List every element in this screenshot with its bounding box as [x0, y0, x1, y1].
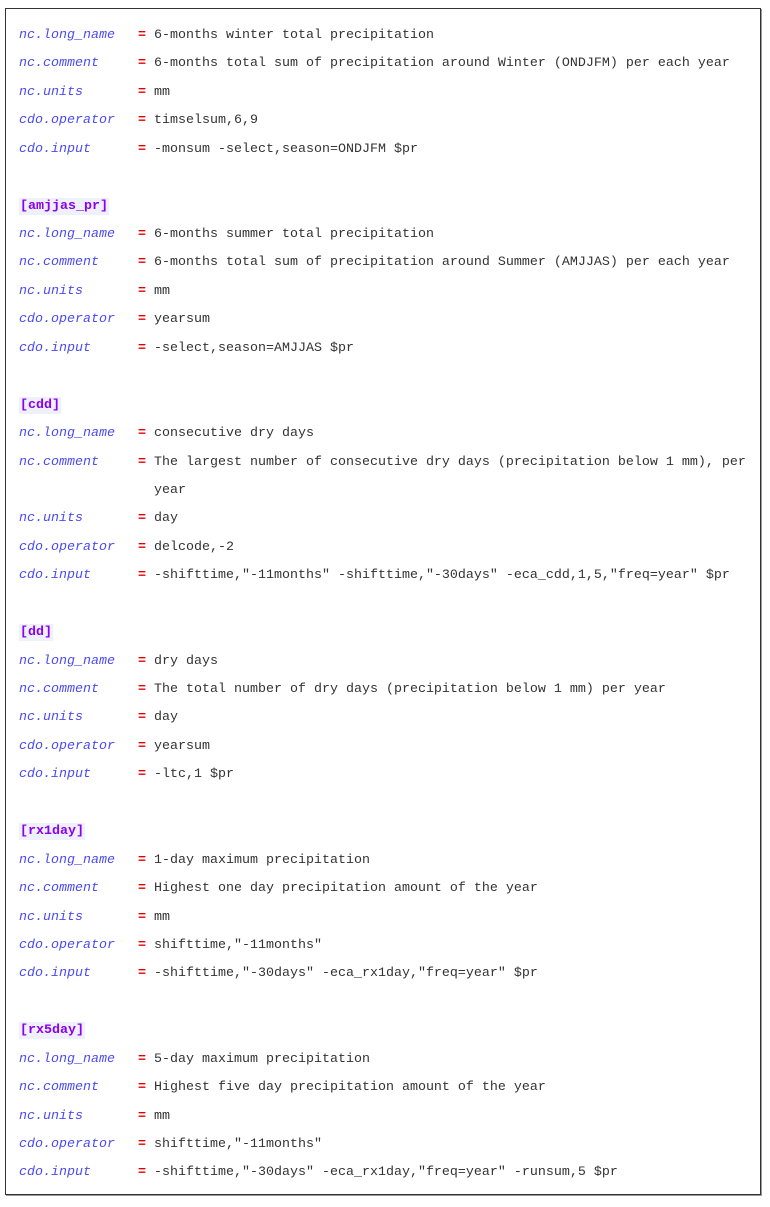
entry-separator: = [138, 312, 146, 328]
config-entry [19, 136, 754, 164]
config-entry [19, 50, 754, 78]
config-entry [19, 534, 754, 562]
entry-value: 6-months total sum of precipitation around Winter (ONDJFM) per each year [154, 56, 730, 72]
entry-value: 6-months winter total precipitation [154, 28, 434, 43]
entry-key: cdo.input [19, 141, 91, 157]
section-header [19, 619, 754, 647]
entry-separator: = [138, 28, 146, 43]
entry-value: 1-day maximum precipitation [154, 852, 370, 868]
config-entry [19, 449, 754, 506]
entry-value: day [154, 511, 178, 527]
section-header-label: [rx5day] [20, 1023, 84, 1039]
config-entry [19, 79, 754, 107]
entry-key: nc.long_name [19, 28, 115, 43]
section-header-label: [dd] [20, 625, 52, 641]
entry-key: cdo.input [19, 1165, 91, 1181]
config-entry [19, 420, 754, 448]
entry-key: nc.units [19, 283, 83, 299]
entry-separator: = [138, 141, 146, 157]
entry-separator: = [138, 56, 146, 72]
config-entry [19, 960, 754, 988]
config-entry [19, 648, 754, 676]
entry-value: -shifttime,"-11months" -shifttime,"-30days" -eca_cdd,1,5,"freq=year" $pr [154, 568, 730, 584]
entry-key: nc.units [19, 1108, 83, 1124]
entry-separator: = [138, 852, 146, 868]
config-entry [19, 22, 754, 50]
entry-separator: = [138, 426, 146, 442]
section-header [19, 392, 754, 420]
entry-value: dry days [154, 653, 218, 669]
entry-key: nc.long_name [19, 227, 115, 243]
entry-key: cdo.input [19, 966, 91, 982]
blank-line [19, 790, 754, 818]
entry-key: nc.long_name [19, 1051, 115, 1067]
entry-separator: = [138, 255, 146, 271]
entry-key: cdo.operator [19, 738, 115, 754]
entry-separator: = [138, 454, 146, 470]
section-header [19, 1017, 754, 1045]
entry-separator: = [138, 511, 146, 527]
entry-key: cdo.input [19, 340, 91, 356]
config-entry [19, 335, 754, 363]
config-content [19, 22, 754, 1188]
entry-separator: = [138, 909, 146, 925]
entry-value: mm [154, 909, 170, 925]
config-section [19, 22, 754, 164]
entry-separator: = [138, 1051, 146, 1067]
config-entry [19, 875, 754, 903]
entry-key: nc.comment [19, 56, 99, 72]
blank-line [19, 989, 754, 1017]
blank-line [19, 591, 754, 619]
entry-separator: = [138, 113, 146, 129]
entry-separator: = [138, 568, 146, 584]
entry-separator: = [138, 937, 146, 953]
entry-value: 6-months total sum of precipitation around Summer (AMJJAS) per each year [154, 255, 730, 271]
entry-value: yearsum [154, 312, 210, 328]
entry-separator: = [138, 84, 146, 100]
entry-key: nc.comment [19, 255, 99, 271]
config-section [19, 790, 754, 989]
config-entry [19, 761, 754, 789]
entry-value: mm [154, 84, 170, 100]
section-header-label: [amjjas_pr] [20, 198, 108, 214]
config-entry [19, 562, 754, 590]
config-entry [19, 306, 754, 334]
entry-key: cdo.operator [19, 937, 115, 953]
entry-value: Highest one day precipitation amount of the year [154, 881, 538, 897]
config-entry [19, 904, 754, 932]
entry-key: nc.long_name [19, 653, 115, 669]
entry-separator: = [138, 539, 146, 555]
section-header-label: [rx1day] [20, 824, 84, 840]
config-entry [19, 1046, 754, 1074]
config-entry [19, 847, 754, 875]
config-entry [19, 1103, 754, 1131]
entry-separator: = [138, 1080, 146, 1096]
entry-value: shifttime,"-11months" [154, 1136, 322, 1152]
entry-separator: = [138, 682, 146, 698]
entry-value: mm [154, 283, 170, 299]
config-entry [19, 107, 754, 135]
entry-key: cdo.operator [19, 539, 115, 555]
entry-separator: = [138, 340, 146, 356]
entry-value: -shifttime,"-30days" -eca_rx1day,"freq=year" -runsum,5 $pr [154, 1165, 618, 1181]
entry-key: nc.long_name [19, 426, 115, 442]
entry-separator: = [138, 227, 146, 243]
entry-key: nc.units [19, 909, 83, 925]
config-entry [19, 1131, 754, 1159]
section-header [19, 193, 754, 221]
entry-key: nc.comment [19, 682, 99, 698]
entry-key: cdo.input [19, 568, 91, 584]
config-entry [19, 733, 754, 761]
config-section [19, 989, 754, 1188]
config-entry [19, 676, 754, 704]
entry-key: cdo.input [19, 767, 91, 783]
entry-value: day [154, 710, 178, 726]
entry-separator: = [138, 881, 146, 897]
config-entry [19, 932, 754, 960]
entry-value: -shifttime,"-30days" -eca_rx1day,"freq=year" $pr [154, 966, 538, 982]
entry-separator: = [138, 1136, 146, 1152]
entry-key: nc.units [19, 511, 83, 527]
blank-line [19, 164, 754, 192]
config-entry [19, 505, 754, 533]
entry-value: -ltc,1 $pr [154, 767, 234, 783]
config-entry [19, 221, 754, 249]
entry-key: nc.comment [19, 881, 99, 897]
config-entry [19, 249, 754, 277]
section-header [19, 818, 754, 846]
entry-separator: = [138, 738, 146, 754]
entry-key: nc.comment [19, 454, 99, 470]
config-section [19, 591, 754, 790]
entry-key: nc.long_name [19, 852, 115, 868]
config-entry [19, 278, 754, 306]
entry-separator: = [138, 767, 146, 783]
entry-separator: = [138, 283, 146, 299]
entry-value: yearsum [154, 738, 210, 754]
entry-separator: = [138, 653, 146, 669]
entry-key: nc.comment [19, 1080, 99, 1096]
entry-value: mm [154, 1108, 170, 1124]
entry-value: 5-day maximum precipitation [154, 1051, 370, 1067]
entry-value: The largest number of consecutive dry days (precipitation below 1 mm), per year [154, 454, 754, 498]
entry-key: nc.units [19, 710, 83, 726]
entry-separator: = [138, 1165, 146, 1181]
config-entry [19, 1159, 754, 1187]
entry-key: cdo.operator [19, 113, 115, 129]
entry-separator: = [138, 1108, 146, 1124]
config-entry [19, 1074, 754, 1102]
blank-line [19, 363, 754, 391]
config-section [19, 164, 754, 363]
entry-value: consecutive dry days [154, 426, 314, 442]
config-file-panel [5, 8, 761, 1195]
entry-value: timselsum,6,9 [154, 113, 258, 129]
entry-value: -monsum -select,season=ONDJFM $pr [154, 141, 418, 157]
entry-value: -select,season=AMJJAS $pr [154, 340, 354, 356]
entry-value: Highest five day precipitation amount of the year [154, 1080, 546, 1096]
entry-key: nc.units [19, 84, 83, 100]
entry-value: The total number of dry days (precipitation below 1 mm) per year [154, 682, 666, 698]
section-header-label: [cdd] [20, 397, 60, 413]
config-section [19, 363, 754, 590]
entry-key: cdo.operator [19, 312, 115, 328]
config-entry [19, 704, 754, 732]
entry-key: cdo.operator [19, 1136, 115, 1152]
entry-separator: = [138, 966, 146, 982]
entry-value: shifttime,"-11months" [154, 937, 322, 953]
entry-value: delcode,-2 [154, 539, 234, 555]
entry-value: 6-months summer total precipitation [154, 227, 434, 243]
entry-separator: = [138, 710, 146, 726]
